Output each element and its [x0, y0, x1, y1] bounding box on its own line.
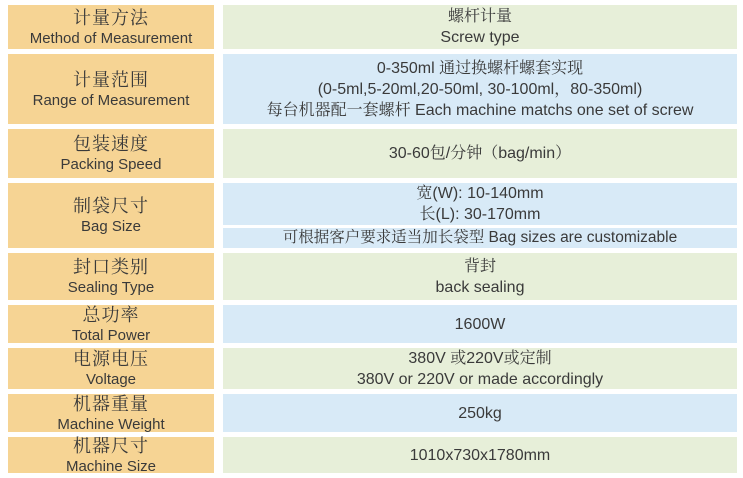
row-value — [223, 54, 737, 124]
row-value-stack — [223, 183, 737, 248]
row-label — [8, 348, 214, 389]
table-row-machine-size — [8, 437, 737, 473]
row-value-dimensions — [223, 183, 737, 225]
value-line: Screw type — [440, 29, 520, 46]
value-line: 380V or 220V or made accordingly — [356, 370, 604, 388]
row-label-en: Bag Size — [80, 218, 142, 235]
row-value — [223, 305, 737, 343]
value-line: (0-5ml,5-20ml,20-50ml, 30-100ml，80-350ml) — [317, 80, 643, 98]
row-label-zh: 计量方法 — [73, 7, 149, 28]
value-line: 宽(W): 10-140mm — [416, 185, 544, 202]
row-label — [8, 437, 214, 473]
row-label — [8, 54, 214, 124]
row-value — [223, 394, 737, 432]
row-label — [8, 394, 214, 432]
value-line: 背封 — [463, 257, 496, 275]
row-label-zh: 总功率 — [82, 304, 140, 325]
row-value — [223, 253, 737, 300]
row-label-zh: 计量范围 — [73, 69, 149, 90]
row-label — [8, 253, 214, 300]
row-label-en: Range of Measurement — [32, 91, 190, 109]
value-line: 1600W — [454, 315, 506, 333]
row-label-en: Total Power — [71, 326, 151, 344]
table-row-bag-size — [8, 183, 737, 248]
table-row-total-power — [8, 305, 737, 343]
row-value — [223, 348, 737, 389]
row-label-zh: 封口类别 — [73, 257, 149, 277]
value-line: 每台机器配一套螺杆 Each machine matchs one set of screw — [266, 101, 694, 119]
row-label-en: Sealing Type — [67, 279, 155, 296]
row-label-zh: 包装速度 — [73, 134, 149, 154]
value-note-line: 可根据客户要求适当加长袋型 Bag sizes are customizable — [282, 229, 678, 246]
table-row-machine-weight — [8, 394, 737, 432]
row-value — [223, 5, 737, 49]
row-label-zh: 制袋尺寸 — [73, 196, 149, 216]
value-line: 螺杆计量 — [447, 8, 512, 25]
row-label — [8, 129, 214, 178]
table-row-sealing-type — [8, 253, 737, 300]
row-label-en: Method of Measurement — [29, 29, 193, 47]
row-label-zh: 机器尺寸 — [73, 435, 149, 456]
value-line: 1010x730x1780mm — [409, 446, 551, 464]
row-label-zh: 机器重量 — [73, 393, 149, 414]
value-line: 250kg — [458, 404, 502, 422]
row-label-zh: 电源电压 — [73, 349, 149, 369]
table-row-method-of-measurement — [8, 5, 737, 49]
row-label-en: Packing Speed — [60, 156, 162, 173]
table-row-range-of-measurement — [8, 54, 737, 124]
row-label — [8, 183, 214, 248]
value-line: 长(L): 30-170mm — [419, 206, 541, 223]
row-label-en: Machine Size — [65, 457, 157, 475]
row-value — [223, 437, 737, 473]
row-label — [8, 305, 214, 343]
row-label-en: Machine Weight — [57, 415, 165, 433]
row-value-note — [223, 228, 737, 248]
table-row-voltage — [8, 348, 737, 389]
value-line: back sealing — [435, 278, 525, 296]
row-label — [8, 5, 214, 49]
table-row-packing-speed — [8, 129, 737, 178]
row-label-en: Voltage — [85, 371, 137, 388]
value-line: 30-60包/分钟（bag/min） — [388, 145, 572, 162]
value-line: 0-350ml 通过换螺杆螺套实现 — [376, 59, 584, 77]
row-value — [223, 129, 737, 178]
value-line: 380V 或220V或定制 — [408, 349, 552, 367]
